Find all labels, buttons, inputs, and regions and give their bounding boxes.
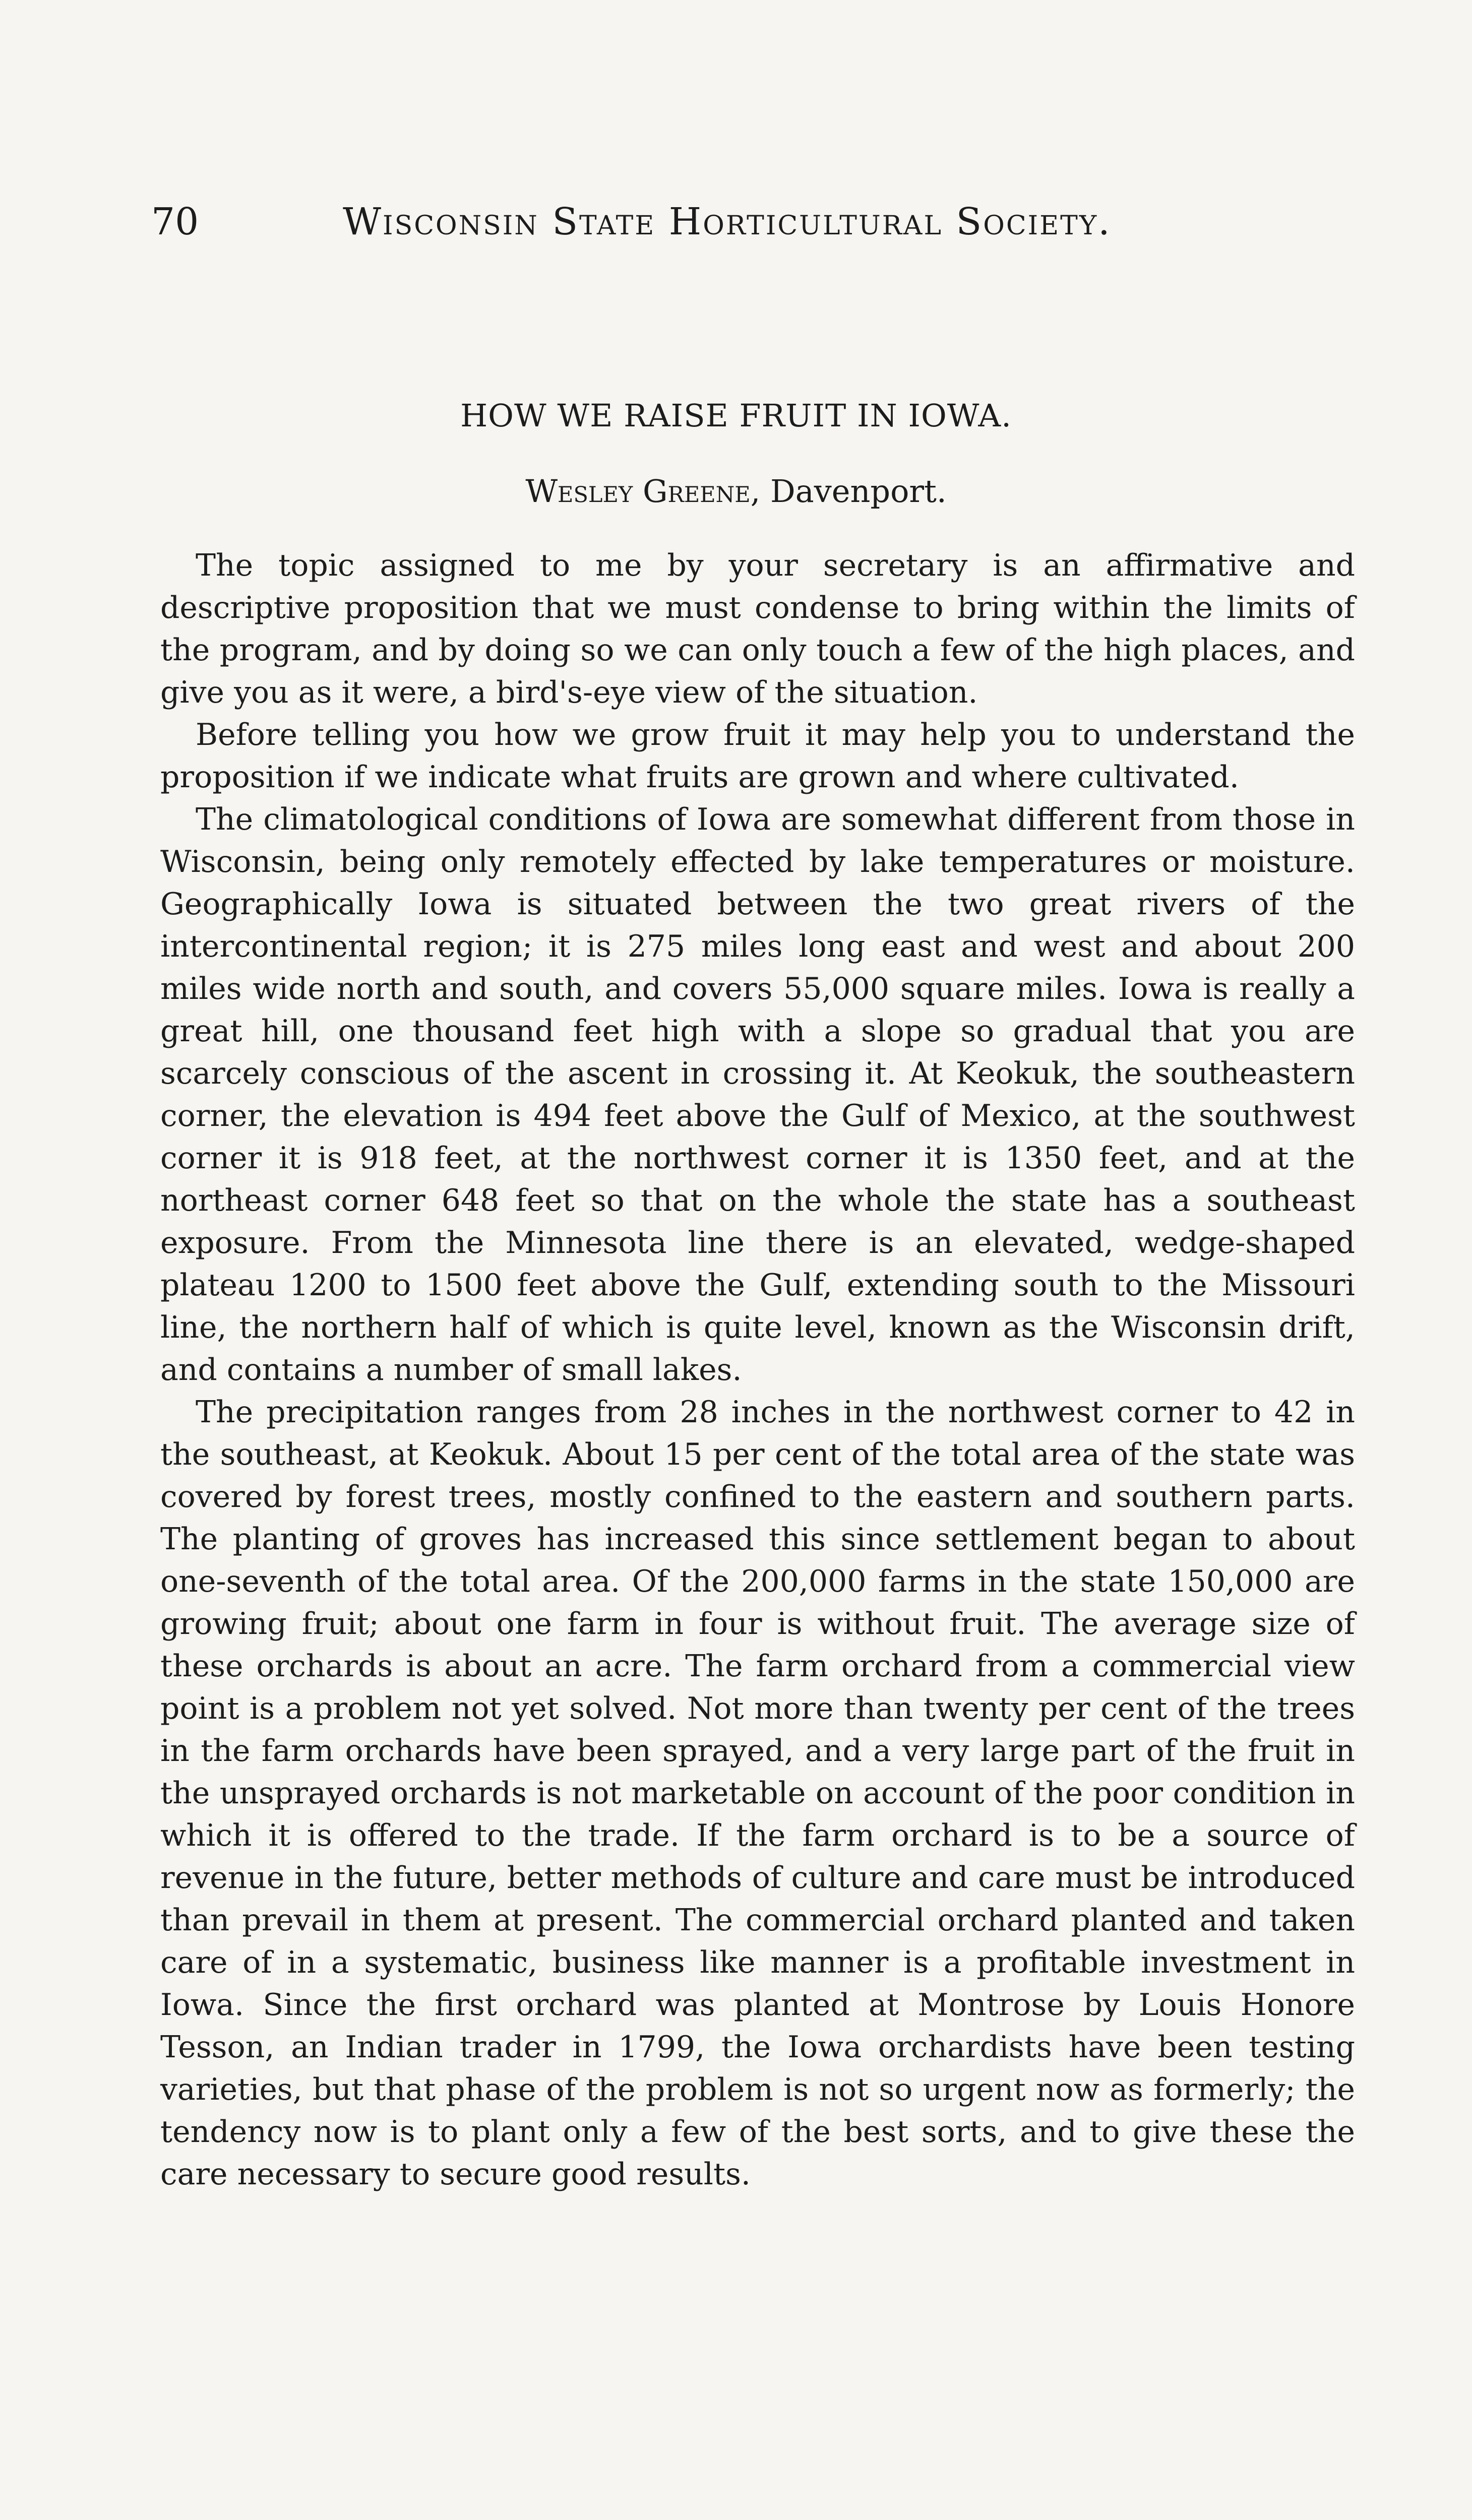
paragraph: Before telling you how we grow fruit it may help you to understand the proposition if we indicate what fruits are grown and where cultivated. xyxy=(160,717,1355,795)
paragraph: The climatological conditions of Iowa are somewhat different from those in Wisconsin, being only remotely effected by lake temperatures or moisture. Geographically Iowa is situated between the two great rivers of the intercontinental region; it is 275 miles long east and west and about 200 miles wide north and south, and covers 55,000 square miles. Iowa is really a great hill, one thousand feet high with a slope so gradual that you are scarcely conscious of the ascent in crossing it. At Keokuk, the southeastern corner, the elevation is 494 feet above the Gulf of Mexico, at the southwest corner it is 918 feet, at the northwest corner it is 1350 feet, and at the northeast corner 648 feet so that on the whole the state has a southeast exposure. From the Minnesota line there is an elevated, wedge-shaped plateau 1200 to 1500 feet above the Gulf, extending south to the Missouri line, the northern half of which is quite level, known as the Wisconsin drift, and contains a number of small lakes. xyxy=(160,802,1355,1388)
author-location: , Davenport. xyxy=(750,473,947,510)
page-number: 70 xyxy=(151,200,199,243)
byline xyxy=(0,469,1472,514)
journal-title: Wisconsin State Horticultural Society. xyxy=(343,200,1112,243)
author-name: Wesley Greene xyxy=(525,473,751,510)
paragraph: The topic assigned to me by your secretary is an affirmative and descriptive proposition that we must condense to bring within the limits of the program, and by doing so we can only touch a few of the high places, and give you as it were, a bird's-eye view of the situation. xyxy=(160,548,1355,710)
paragraph: The precipitation ranges from 28 inches in the northwest corner to 42 in the southeast, at Keokuk. About 15 per cent of the total area of the state was covered by forest trees, mostly confined to the eastern and southern parts. The planting of groves has increased this since settlement began to about one-seventh of the total area. Of the 200,000 farms in the state 150,000 are growing fruit; about one farm in four is without fruit. The average size of these orchards is about an acre. The farm orchard from a commercial view point is a problem not yet solved. Not more than twenty per cent of the trees in the farm orchards have been sprayed, and a very large part of the fruit in the unsprayed orchards is not marketable on account of the poor condition in which it is offered to the trade. If the farm orchard is to be a source of revenue in the future, better methods of culture and care must be introduced than prevail in them at present. The commercial orchard planted and taken care of in a systematic, business like manner is a profitable investment in Iowa. Since the first orchard was planted at Montrose by Louis Honore Tesson, an Indian trader in 1799, the Iowa orchardists have been testing varieties, but that phase of the problem is not so urgent now as formerly; the tendency now is to plant only a few of the best sorts, and to give these the care necessary to secure good results. xyxy=(160,1395,1355,2192)
running-head xyxy=(151,194,1170,249)
article-body xyxy=(160,544,1355,2195)
article-title: HOW WE RAISE FRUIT IN IOWA. xyxy=(460,397,1012,434)
